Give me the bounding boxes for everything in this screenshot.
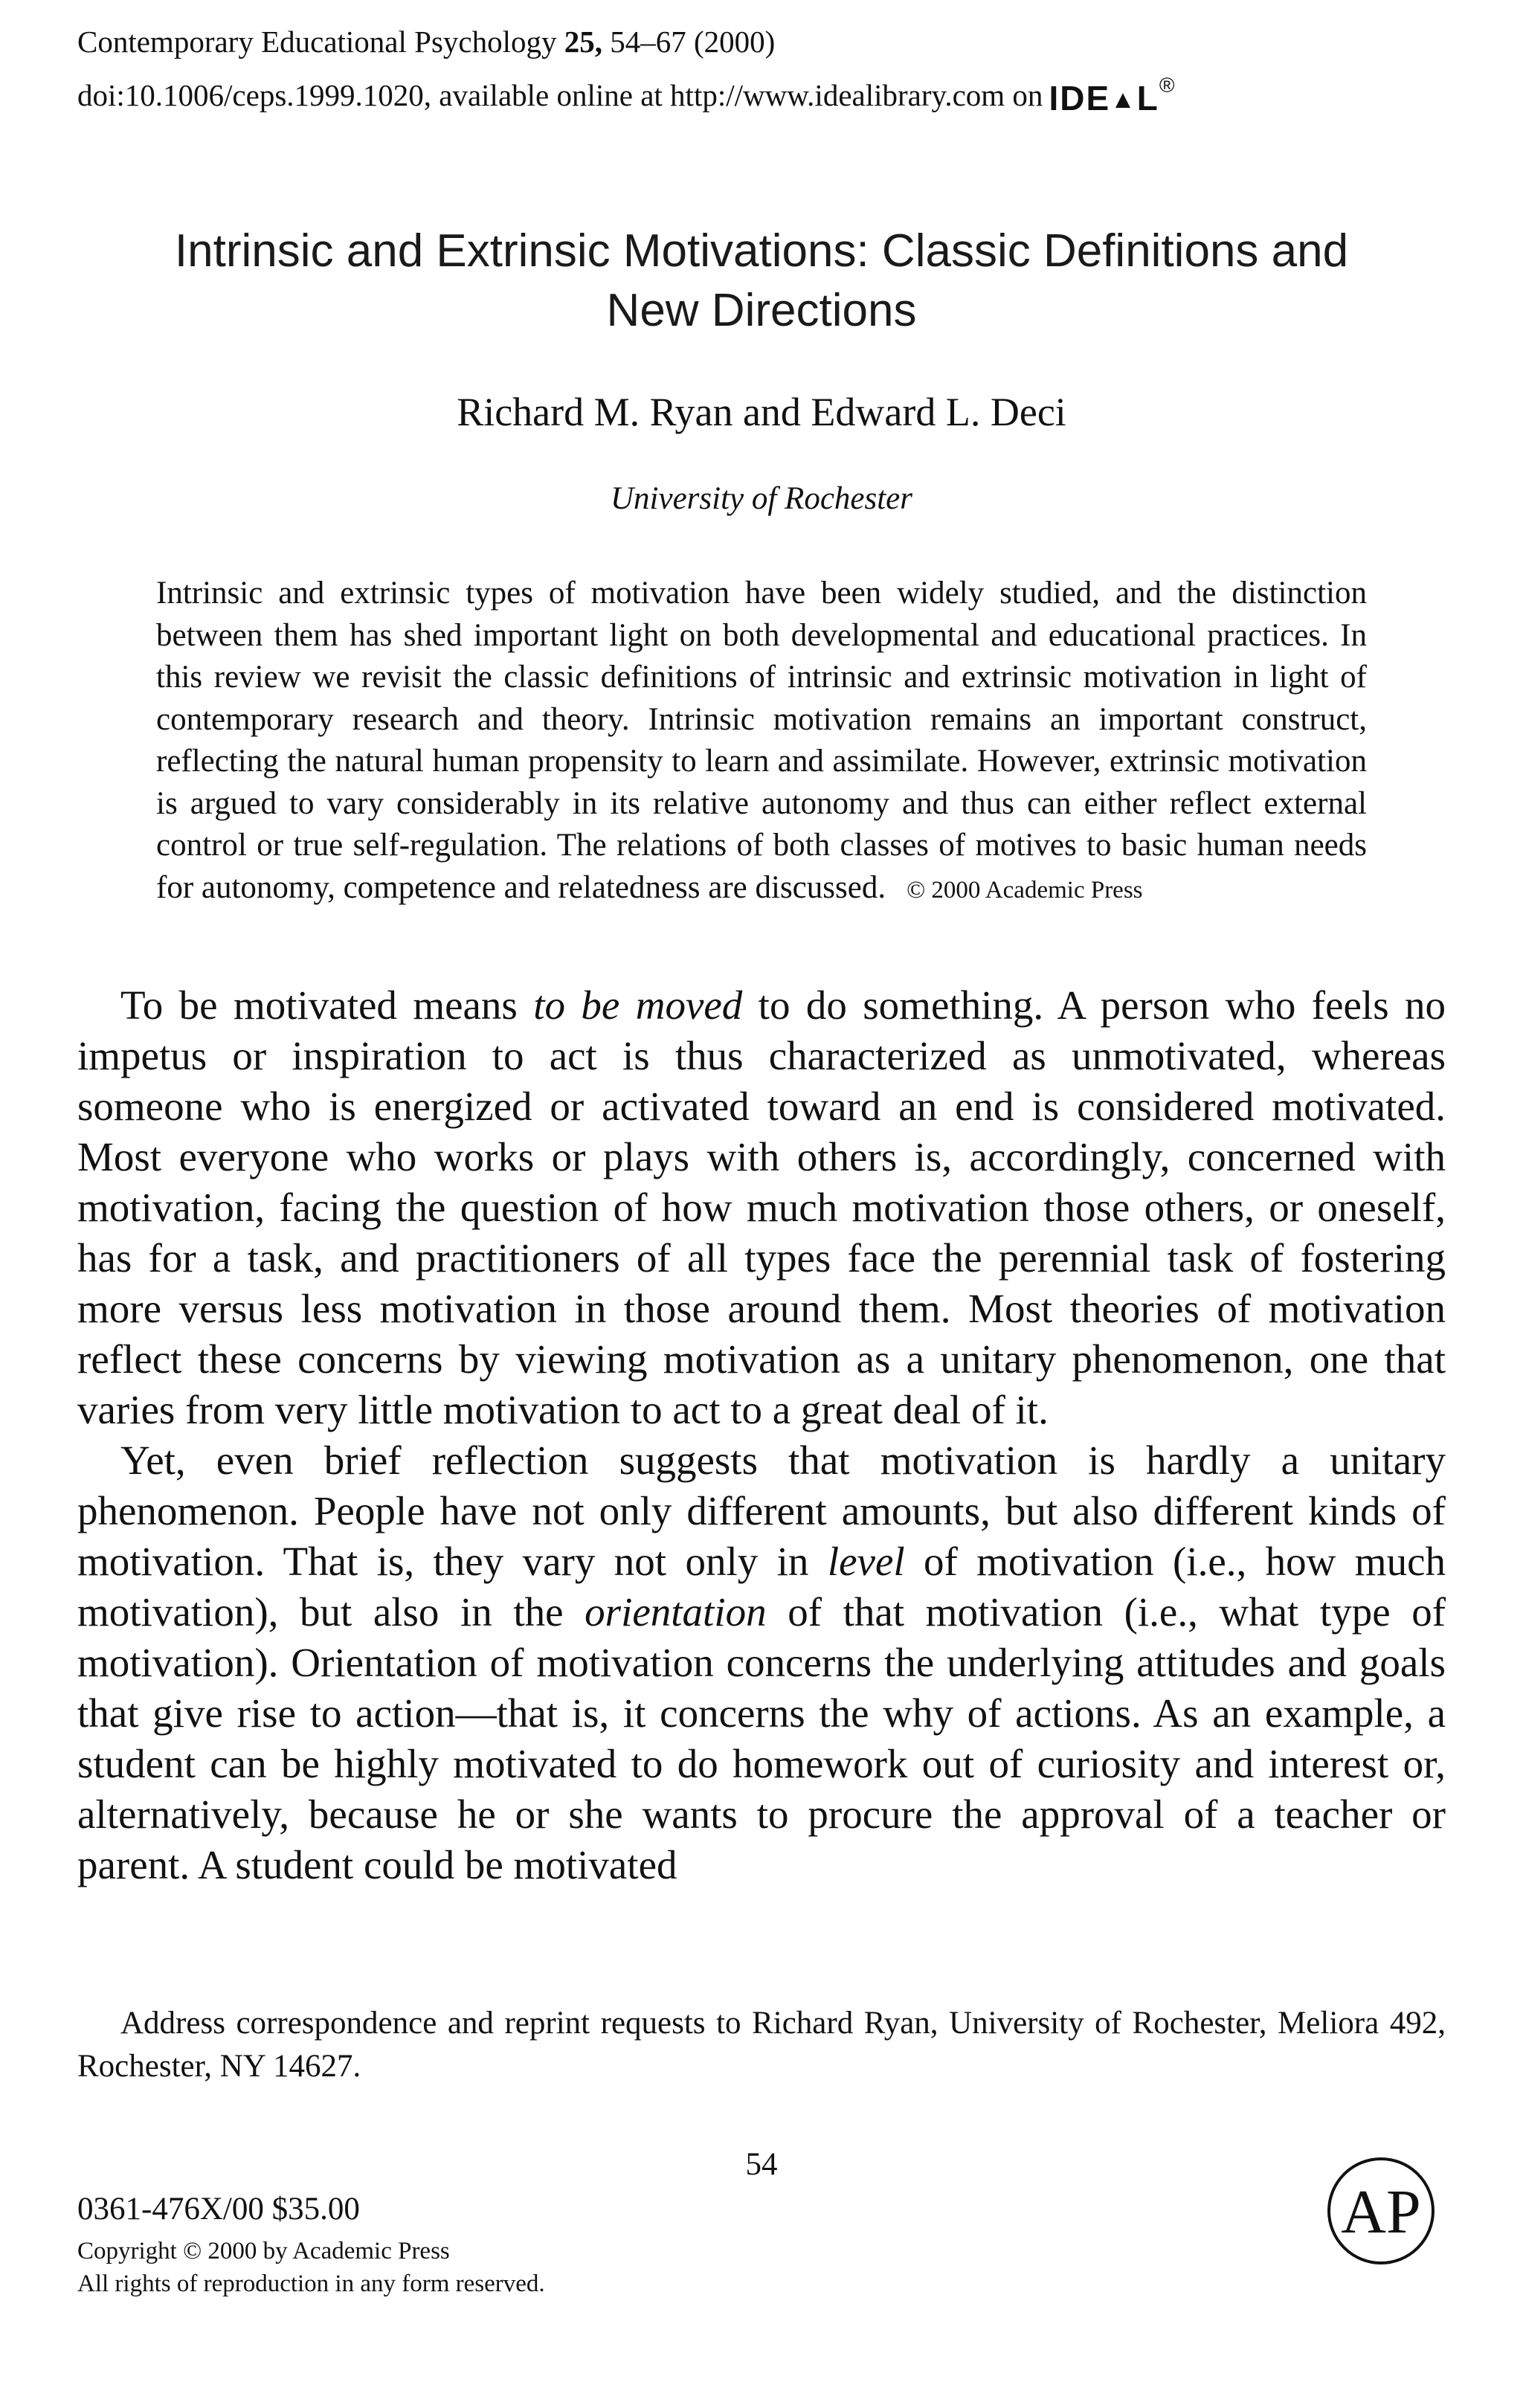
abstract xyxy=(156,573,1367,911)
paragraph-2: Yet, even brief reflection suggests that motivation is hardly a unitary phenomenon. People have not only different amounts, but also different kinds of motivation. That is, they vary not only in level of motivation (i.e., how much motivation), but also in the orientation of that motivation (i.e., what type of motivation). Orientation of motivation concerns the underlying attitudes and goals that give rise to action—that is, it concerns the why of actions. As an example, a student can be highly motivated to do homework out of curiosity and interest or, alternatively, because he or she wants to procure the approval of a teacher or parent. A student could be motivated xyxy=(77,1438,1446,1887)
body-text xyxy=(77,980,1446,1890)
title-line-2: New Directions xyxy=(606,285,917,336)
emphasis-orientation: orientation xyxy=(585,1589,767,1635)
journal-volume: 25, xyxy=(564,25,602,59)
ideal-logo: IDE▲L® xyxy=(1049,74,1176,117)
page-number: 54 xyxy=(745,2147,778,2182)
abstract-text: Intrinsic and extrinsic types of motivation have been widely studied, and the distinction between them has shed important light on both developmental and educational practices. In this review we revisit the classic definitions of intrinsic and extrinsic motivation in light of contemporary research and theory. Intrinsic motivation remains an important construct, reflecting the natural human propensity to learn and assimilate. However, extrinsic motivation is argued to vary considerably in its relative autonomy and thus can either reflect external control or true self-regulation. The relations of both classes of motives to basic human needs for autonomy, competence and relatedness are discussed. xyxy=(156,576,1367,905)
doi-text: doi:10.1006/ceps.1999.1020, available online at http://www.idealibrary.com on xyxy=(77,78,1043,112)
rights-line: All rights of reproduction in any form reserved. xyxy=(77,2270,545,2297)
footnote: Address correspondence and reprint requests to Richard Ryan, University of Rochester, Meliora 492, Rochester, NY 14627. xyxy=(77,2006,1446,2084)
article-title xyxy=(0,222,1523,341)
emphasis-to-be-moved: to be moved xyxy=(533,982,743,1028)
emphasis-level: level xyxy=(827,1539,905,1584)
abstract-copyright: © 2000 Academic Press xyxy=(907,876,1143,904)
journal-name: Contemporary Educational Psychology xyxy=(77,25,557,59)
logo-text: AP xyxy=(1341,2177,1421,2247)
academic-press-logo xyxy=(1325,2155,1437,2267)
doi-line xyxy=(77,73,1176,119)
journal-citation xyxy=(77,24,775,60)
ideal-triangle-icon: ▲ xyxy=(1110,86,1137,114)
copyright-line: Copyright © 2000 by Academic Press xyxy=(77,2238,450,2264)
authors: Richard M. Ryan and Edward L. Deci xyxy=(457,390,1066,434)
issn-price: 0361-476X/00 $35.00 xyxy=(77,2192,360,2227)
affiliation: University of Rochester xyxy=(610,481,912,516)
journal-pages-year: 54–67 (2000) xyxy=(610,25,776,59)
paragraph-1: To be motivated means to be moved to do something. A person who feels no impetus or inspiration to act is thus characterized as unmotivated, whereas someone who is energized or activated toward an end is considered motivated. Most everyone who works or plays with others is, accordingly, concerned with motivation, facing the question of how much motivation those others, or oneself, has for a task, and practitioners of all types face the perennial task of fostering more versus less motivation in those around them. Most theories of motivation reflect these concerns by viewing motivation as a unitary phenomenon, one that varies from very little motivation to act to a great deal of it. xyxy=(77,982,1446,1432)
title-line-1: Intrinsic and Extrinsic Motivations: Classic Definitions and xyxy=(174,225,1349,277)
copyright-block xyxy=(77,2235,545,2300)
